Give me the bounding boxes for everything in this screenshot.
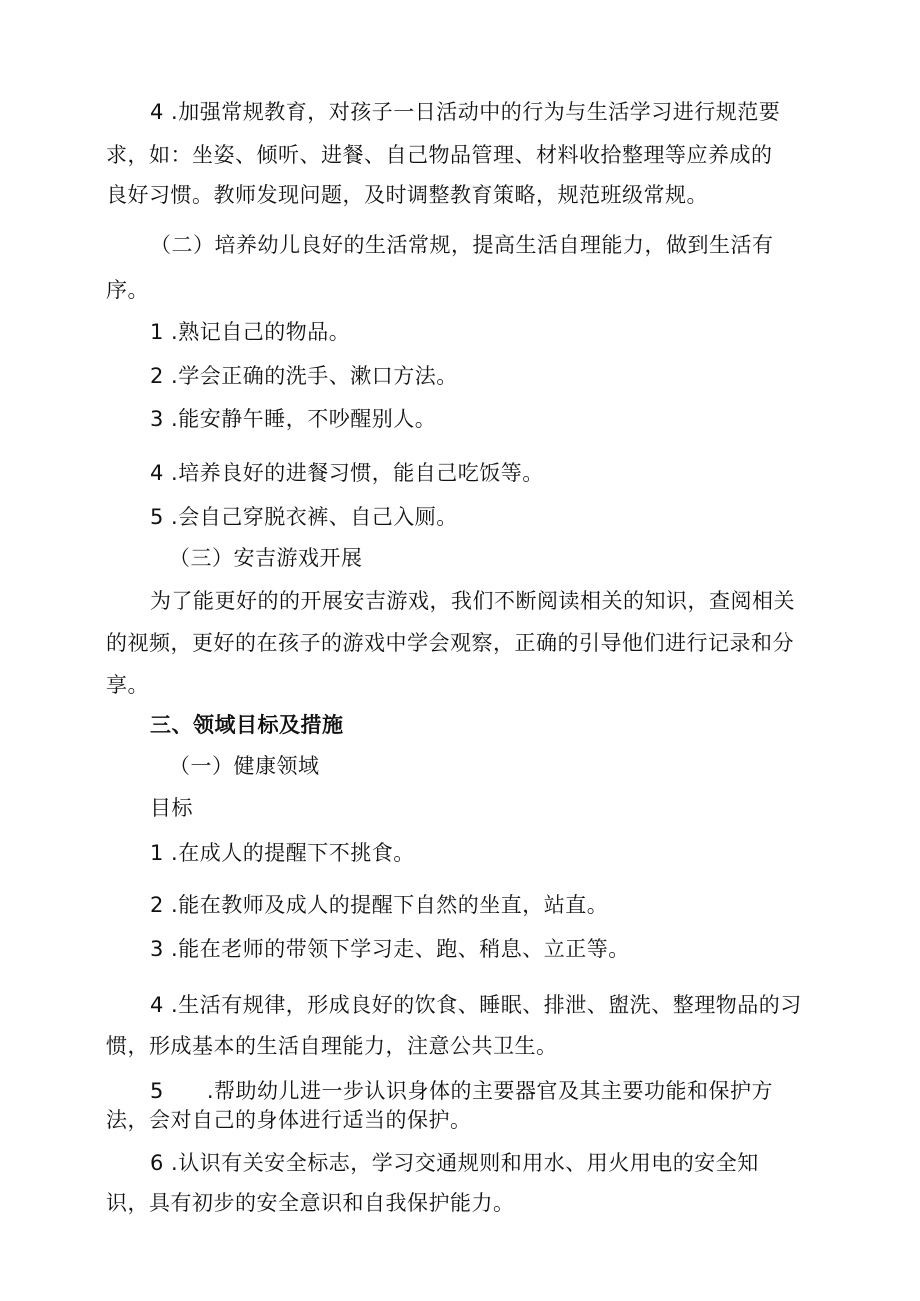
list-item: 4 .生活有规律，形成良好的饮食、睡眠、排泄、盥洗、整理物品的习 — [150, 993, 802, 1017]
list-item: 2 .能在教师及成人的提醒下自然的坐直，站直。 — [150, 893, 609, 917]
paragraph-line: 的视频，更好的在孩子的游戏中学会观察，正确的引导他们进行记录和分 — [106, 631, 794, 655]
paragraph-line: 良好习惯。教师发现问题，及时调整教育策略，规范班级常规。 — [106, 183, 708, 207]
paragraph-line: 惯，形成基本的生活自理能力，注意公共卫生。 — [106, 1034, 558, 1058]
paragraph-line: 目标 — [150, 796, 193, 820]
section-subheading: （一）健康领域 — [169, 754, 320, 778]
paragraph-line: 4 .加强常规教育，对孩子一日活动中的行为与生活学习进行规范要 — [150, 100, 781, 124]
paragraph-line: 法，会对自己的身体进行适当的保护。 — [106, 1108, 472, 1132]
list-item: 5 .帮助幼儿进一步认识身体的主要器官及其主要功能和保护方 — [150, 1079, 774, 1103]
list-item: 3 .能在老师的带领下学习走、跑、稍息、立正等。 — [150, 937, 630, 961]
list-item: 3 .能安静午睡，不吵醒别人。 — [150, 407, 437, 431]
paragraph-line: 享。 — [106, 673, 149, 697]
paragraph-line: 求，如：坐姿、倾听、进餐、自己物品管理、材料收拾整理等应养成的 — [106, 143, 773, 167]
list-item: 1 .在成人的提醒下不挑食。 — [150, 841, 415, 865]
list-item: 2 .学会正确的洗手、漱口方法。 — [150, 364, 458, 388]
section-subheading: （二）培养幼儿良好的生活常规，提高生活自理能力，做到生活有 — [150, 233, 774, 257]
section-subheading: （三）安吉游戏开展 — [169, 546, 363, 570]
paragraph-line: 识，具有初步的安全意识和自我保护能力。 — [106, 1191, 515, 1215]
section-heading: 三、领域目标及措施 — [150, 713, 344, 737]
paragraph-line: 序。 — [106, 278, 149, 302]
list-item: 4 .培养良好的进餐习惯，能自己吃饭等。 — [150, 461, 544, 485]
list-item: 6 .认识有关安全标志，学习交通规则和用水、用火用电的安全知 — [150, 1151, 759, 1175]
paragraph-line: 为了能更好的的开展安吉游戏，我们不断阅读相关的知识，查阅相关 — [150, 589, 795, 613]
list-item: 5 .会自己穿脱衣裤、自己入厕。 — [150, 505, 458, 529]
list-item: 1 .熟记自己的物品。 — [150, 320, 351, 344]
